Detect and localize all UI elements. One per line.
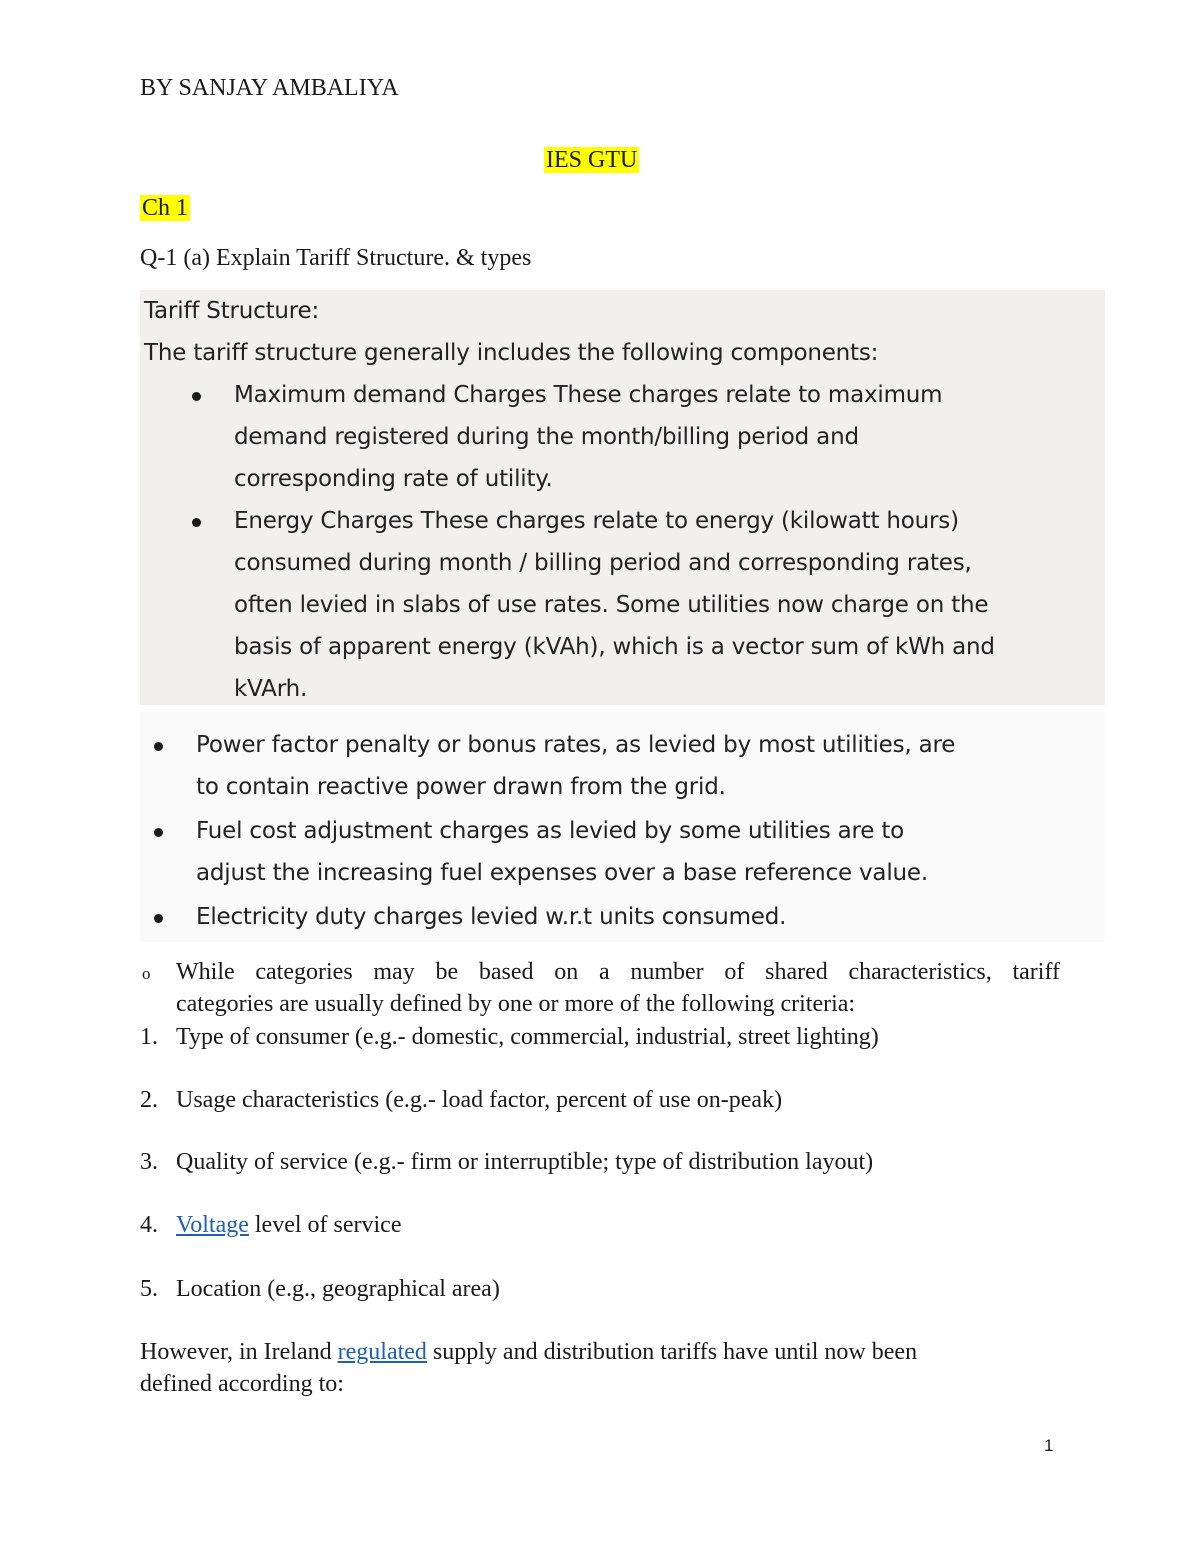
subject-title [544,144,639,176]
bullet-fuel-cost [196,810,928,894]
list-text-suffix: level of service [248,1212,402,1238]
closing-pre: However, in Ireland [140,1339,338,1365]
criteria-line-1: While categories may be based on a number of shared characteristics, tariff [176,959,1060,985]
scan-intro: The tariff structure generally includes the following components: [144,340,879,366]
list-number: 4. [140,1212,158,1238]
voltage-link[interactable]: Voltage [176,1212,249,1238]
list-number: 2. [140,1087,158,1113]
regulated-link[interactable]: regulated [337,1339,427,1365]
bullet-icon [154,742,163,751]
bullet-line: often levied in slabs of use rates. Some utilities now charge on the [234,592,989,618]
list-number: 1. [140,1024,158,1050]
bullet-electricity-duty [196,896,786,938]
closing-line-1 [140,1336,917,1368]
author-line: BY SANJAY AMBALIYA [140,75,399,101]
chapter-highlight: Ch 1 [142,195,189,221]
list-text: Location (e.g., geographical area) [176,1276,500,1302]
bullet-line: Power factor penalty or bonus rates, as levied by most utilities, are [196,732,956,758]
closing-post: supply and distribution tariffs have until now been [426,1339,918,1365]
scanned-image-tariff-structure [140,290,1105,705]
bullet-line: Electricity duty charges levied w.r.t units consumed. [196,904,787,930]
bullet-power-factor [196,724,955,808]
scan-heading: Tariff Structure: [144,298,320,324]
scanned-image-charges [140,712,1105,942]
bullet-line: Fuel cost adjustment charges as levied by some utilities are to [196,818,905,844]
bullet-line: to contain reactive power drawn from the grid. [196,774,726,800]
bullet-icon [192,392,201,401]
closing-line-2: defined according to: [140,1371,344,1397]
list-text: Quality of service (e.g.- firm or interruptible; type of distribution layout) [176,1149,874,1175]
criteria-line-2: categories are usually defined by one or more of the following criteria: [176,991,856,1017]
bullet-line: kVArh. [234,676,308,702]
list-text: Type of consumer (e.g.- domestic, commercial, industrial, street lighting) [176,1024,879,1050]
bullet-line: Maximum demand Charges These charges relate to maximum [234,382,943,408]
bullet-max-demand [234,374,942,500]
list-number: 5. [140,1276,158,1302]
list-text-voltage [176,1209,401,1241]
bullet-icon [192,518,201,527]
list-text: Usage characteristics (e.g.- load factor, percent of use on-peak) [176,1087,783,1113]
circle-bullet-icon: o [142,964,151,983]
bullet-line: demand registered during the month/billing period and [234,424,859,450]
bullet-icon [154,914,163,923]
list-number: 3. [140,1149,158,1175]
bullet-line: consumed during month / billing period and corresponding rates, [234,550,972,576]
bullet-icon [154,828,163,837]
bullet-energy-charges [234,500,995,710]
bullet-line: Energy Charges These charges relate to energy (kilowatt hours) [234,508,959,534]
bullet-line: corresponding rate of utility. [234,466,553,492]
bullet-line: basis of apparent energy (kVAh), which is a vector sum of kWh and [234,634,995,660]
subject-highlight: IES GTU [546,147,638,173]
page-number: 1 [1044,1436,1054,1455]
question-heading: Q-1 (a) Explain Tariff Structure. & types [140,245,532,271]
bullet-line: adjust the increasing fuel expenses over a base reference value. [196,860,928,886]
chapter-label [140,192,190,224]
